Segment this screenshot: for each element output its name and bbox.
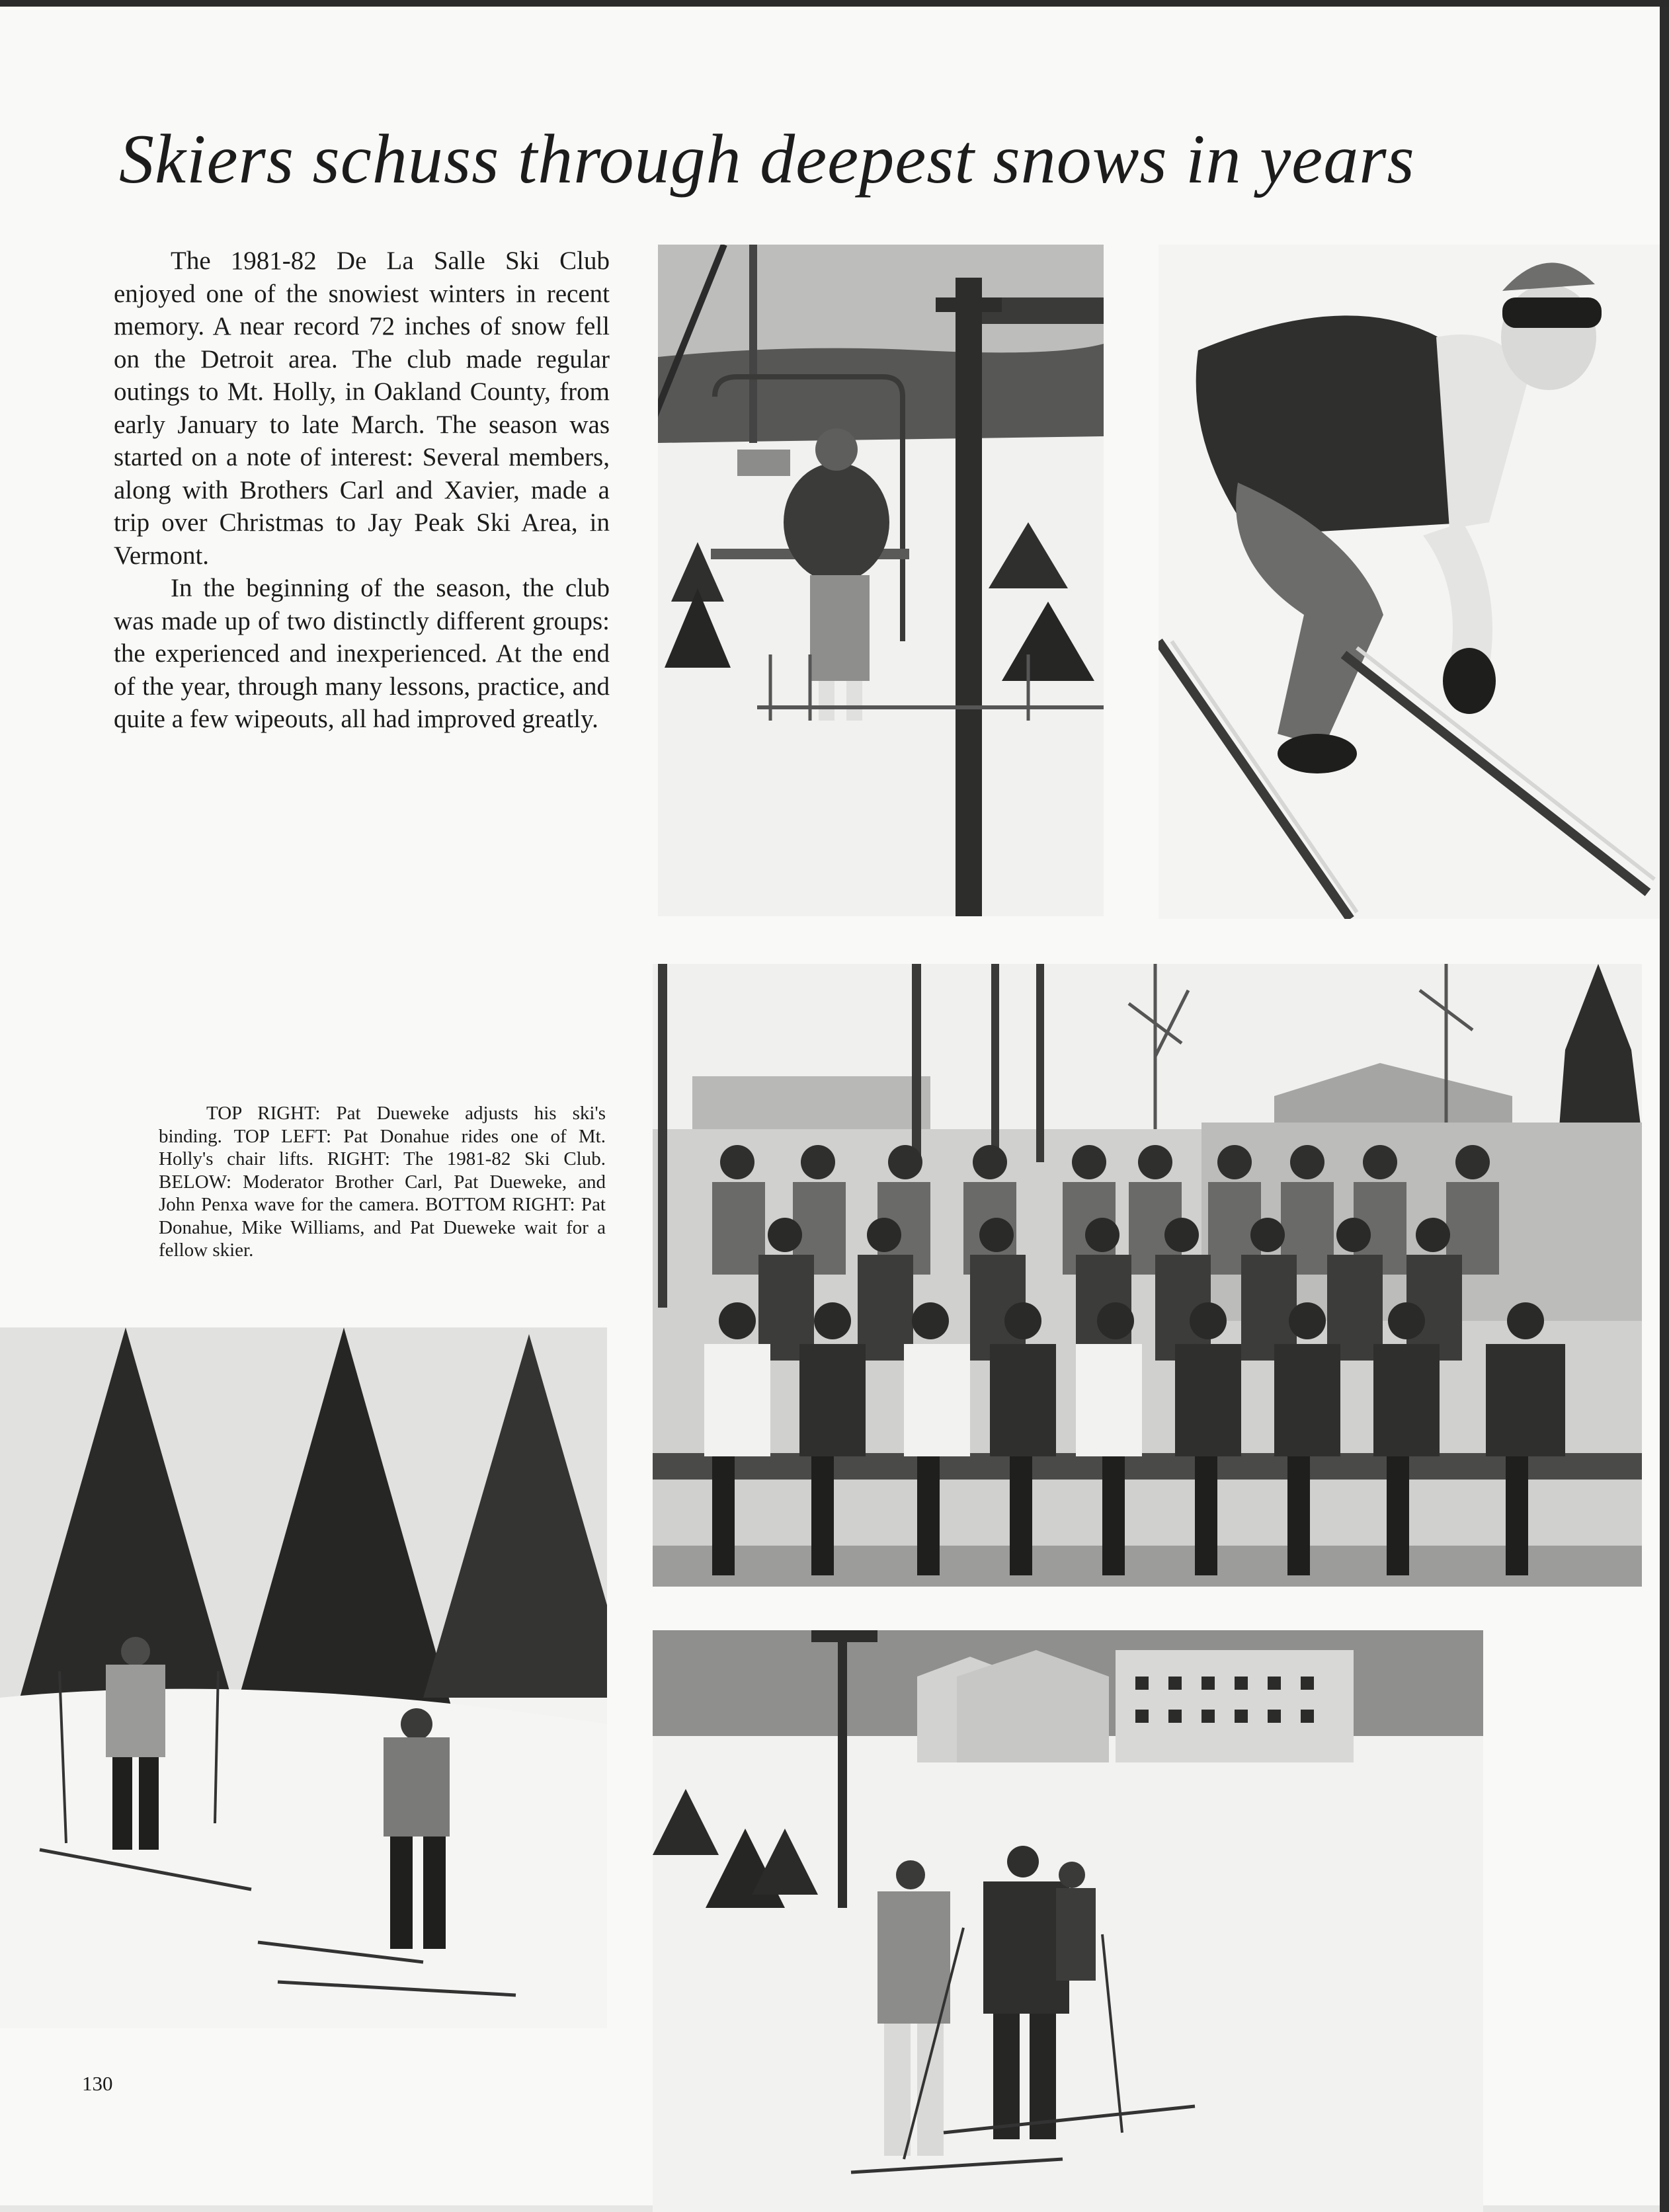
photo-skiers-waving	[0, 1327, 607, 2028]
photo-skier-adjusting-binding	[1159, 245, 1660, 919]
article-paragraph-1: The 1981-82 De La Salle Ski Club enjoyed one of the snowiest winters in recent memory. A near record 72 inches of snow fell on the Detroit area. The club made regular outings to Mt. Holly, in Oakland County, from early January to late March. The season was started on a note of interest: Several members, along with Brothers Carl and Xavier, made a trip over Christmas to Jay Peak Ski Area, in Vermont.	[114, 247, 610, 570]
page-edge-border	[1660, 7, 1669, 2212]
photo-skiers-at-lodge	[653, 1630, 1483, 2212]
article-body	[114, 245, 610, 736]
photo-ski-club-group	[653, 964, 1642, 1587]
article-paragraph-2: In the beginning of the season, the club was made up of two distinctly different groups: the experienced and inexperienced. At the end of the year, through many lessons, practice, and quite a few wipeouts, all had improved greatly.	[114, 574, 610, 733]
page-number: 130	[82, 2072, 113, 2095]
page-headline: Skiers schuss through deepest snows in years	[119, 120, 1415, 198]
photo-caption: TOP RIGHT: Pat Dueweke adjusts his ski's binding. TOP LEFT: Pat Donahue rides one of Mt. Holly's chair lifts. RIGHT: The 1981-82 Ski Club. BELOW: Moderator Brother Carl, Pat Dueweke, and John Penxa wave for the camera. BOTTOM RIGHT: Pat Donahue, Mike Williams, and Pat Dueweke wait for a fellow skier.	[159, 1103, 606, 1261]
photo-chairlift-rider	[658, 245, 1104, 916]
